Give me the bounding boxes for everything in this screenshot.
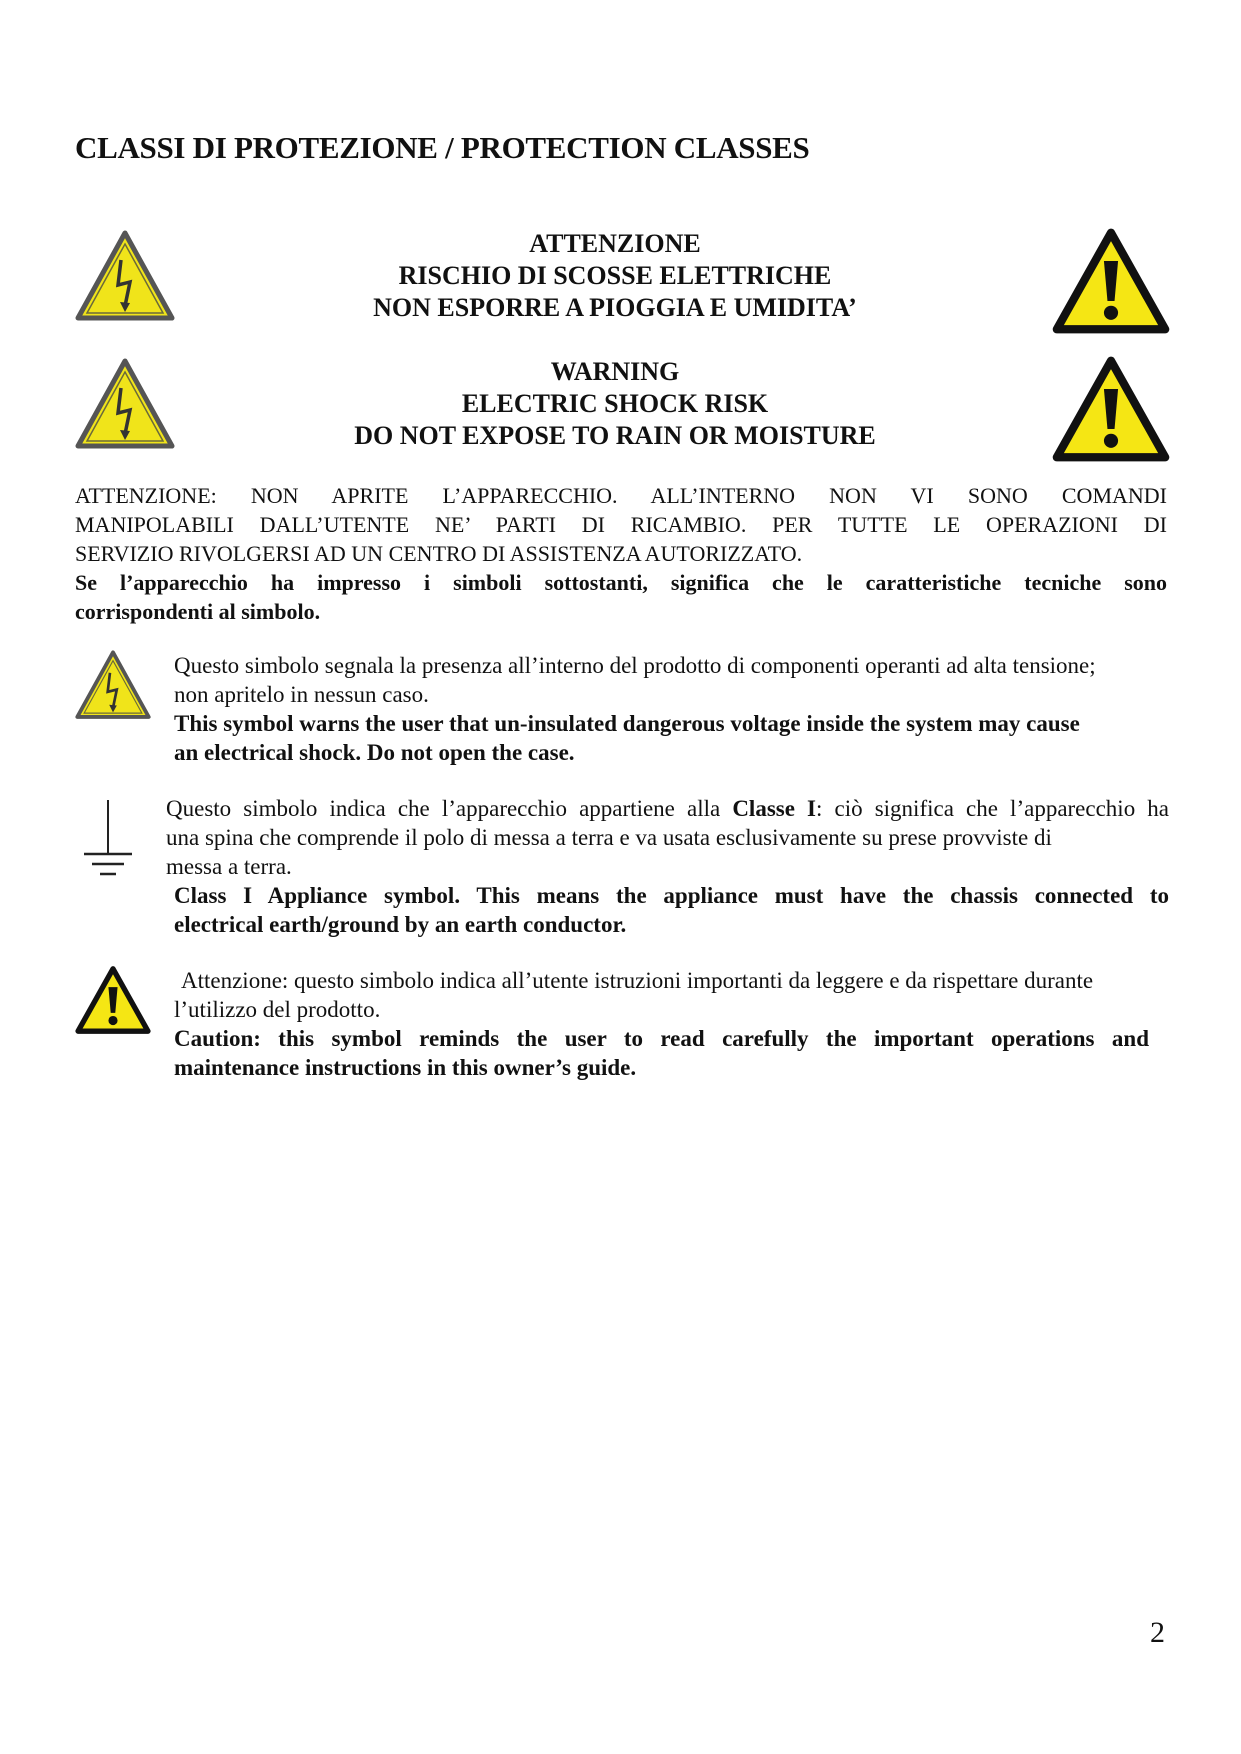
notice-line: SERVIZIO RIVOLGERSI AD UN CENTRO DI ASSISTENZA AUTORIZZATO. <box>75 541 803 566</box>
electric-shock-warning-icon <box>75 230 175 322</box>
warning-line: NON ESPORRE A PIOGGIA E UMIDITA’ <box>373 293 857 322</box>
warning-line: RISCHIO DI SCOSSE ELETTRICHE <box>398 261 832 290</box>
text-run: Questo simbolo indica che l’apparecchio appartiene alla <box>166 796 733 821</box>
notice-line: ATTENZIONE: NON APRITE L’APPARECCHIO. ALL’INTERNO NON VI SONO COMANDI <box>75 483 1167 508</box>
description-it-line: Attenzione: questo simbolo indica all’utente istruzioni importanti da leggere e da rispettare durante <box>181 968 1094 993</box>
warning-line: ELECTRIC SHOCK RISK <box>461 389 769 418</box>
description-en-line: This symbol warns the user that un-insulated dangerous voltage inside the system may cause <box>174 711 1080 736</box>
description-it-line: una spina che comprende il polo di messa a terra e va usata esclusivamente su prese provviste di <box>166 825 1052 850</box>
description-en-line: electrical earth/ground by an earth conductor. <box>174 912 627 937</box>
description-en-line: Class I Appliance symbol. This means the appliance must have the chassis connected to <box>174 883 1169 908</box>
ground-symbol-icon <box>80 798 136 880</box>
notice-line: MANIPOLABILI DALL’UTENTE NE’ PARTI DI RICAMBIO. PER TUTTE LE OPERAZIONI DI <box>75 512 1167 537</box>
notice-paragraph <box>75 481 1167 626</box>
exclamation-warning-icon <box>1052 228 1170 334</box>
warning-block-it <box>300 228 930 324</box>
exclamation-warning-icon <box>1052 356 1170 462</box>
warning-block-en <box>300 356 930 452</box>
description-en-line: maintenance instructions in this owner’s guide. <box>174 1055 637 1080</box>
page-number: 2 <box>1150 1616 1165 1649</box>
page-title: CLASSI DI PROTEZIONE / PROTECTION CLASSES <box>75 130 810 165</box>
warning-line: DO NOT EXPOSE TO RAIN OR MOISTURE <box>354 421 876 450</box>
caution-symbol-description <box>174 966 1169 1082</box>
description-it-line <box>166 794 1169 823</box>
electric-shock-warning-icon <box>75 358 175 450</box>
description-en-line: an electrical shock. Do not open the case. <box>174 740 575 765</box>
text-run: : ciò significa che l’apparecchio ha <box>816 796 1170 821</box>
notice-bold-line: corrispondenti al simbolo. <box>75 599 321 624</box>
description-it-line: messa a terra. <box>166 854 292 879</box>
description-it-line: Questo simbolo segnala la presenza all’interno del prodotto di componenti operanti ad alta tensione; <box>174 653 1096 678</box>
warning-heading: ATTENZIONE <box>529 229 701 258</box>
warning-heading: WARNING <box>550 357 680 386</box>
notice-bold-line: Se l’apparecchio ha impresso i simboli sottostanti, significa che le caratteristiche tecniche sono <box>75 570 1167 595</box>
exclamation-warning-icon <box>75 965 151 1035</box>
description-it-line: l’utilizzo del prodotto. <box>174 997 381 1022</box>
electric-shock-warning-icon <box>75 650 151 720</box>
ground-symbol-description <box>166 794 1169 939</box>
description-it-line: non apritelo in nessun caso. <box>174 682 429 707</box>
shock-symbol-description <box>174 651 1169 767</box>
class-label: Classe I <box>732 796 816 821</box>
description-en-line: Caution: this symbol reminds the user to read carefully the important operations and <box>174 1026 1149 1051</box>
